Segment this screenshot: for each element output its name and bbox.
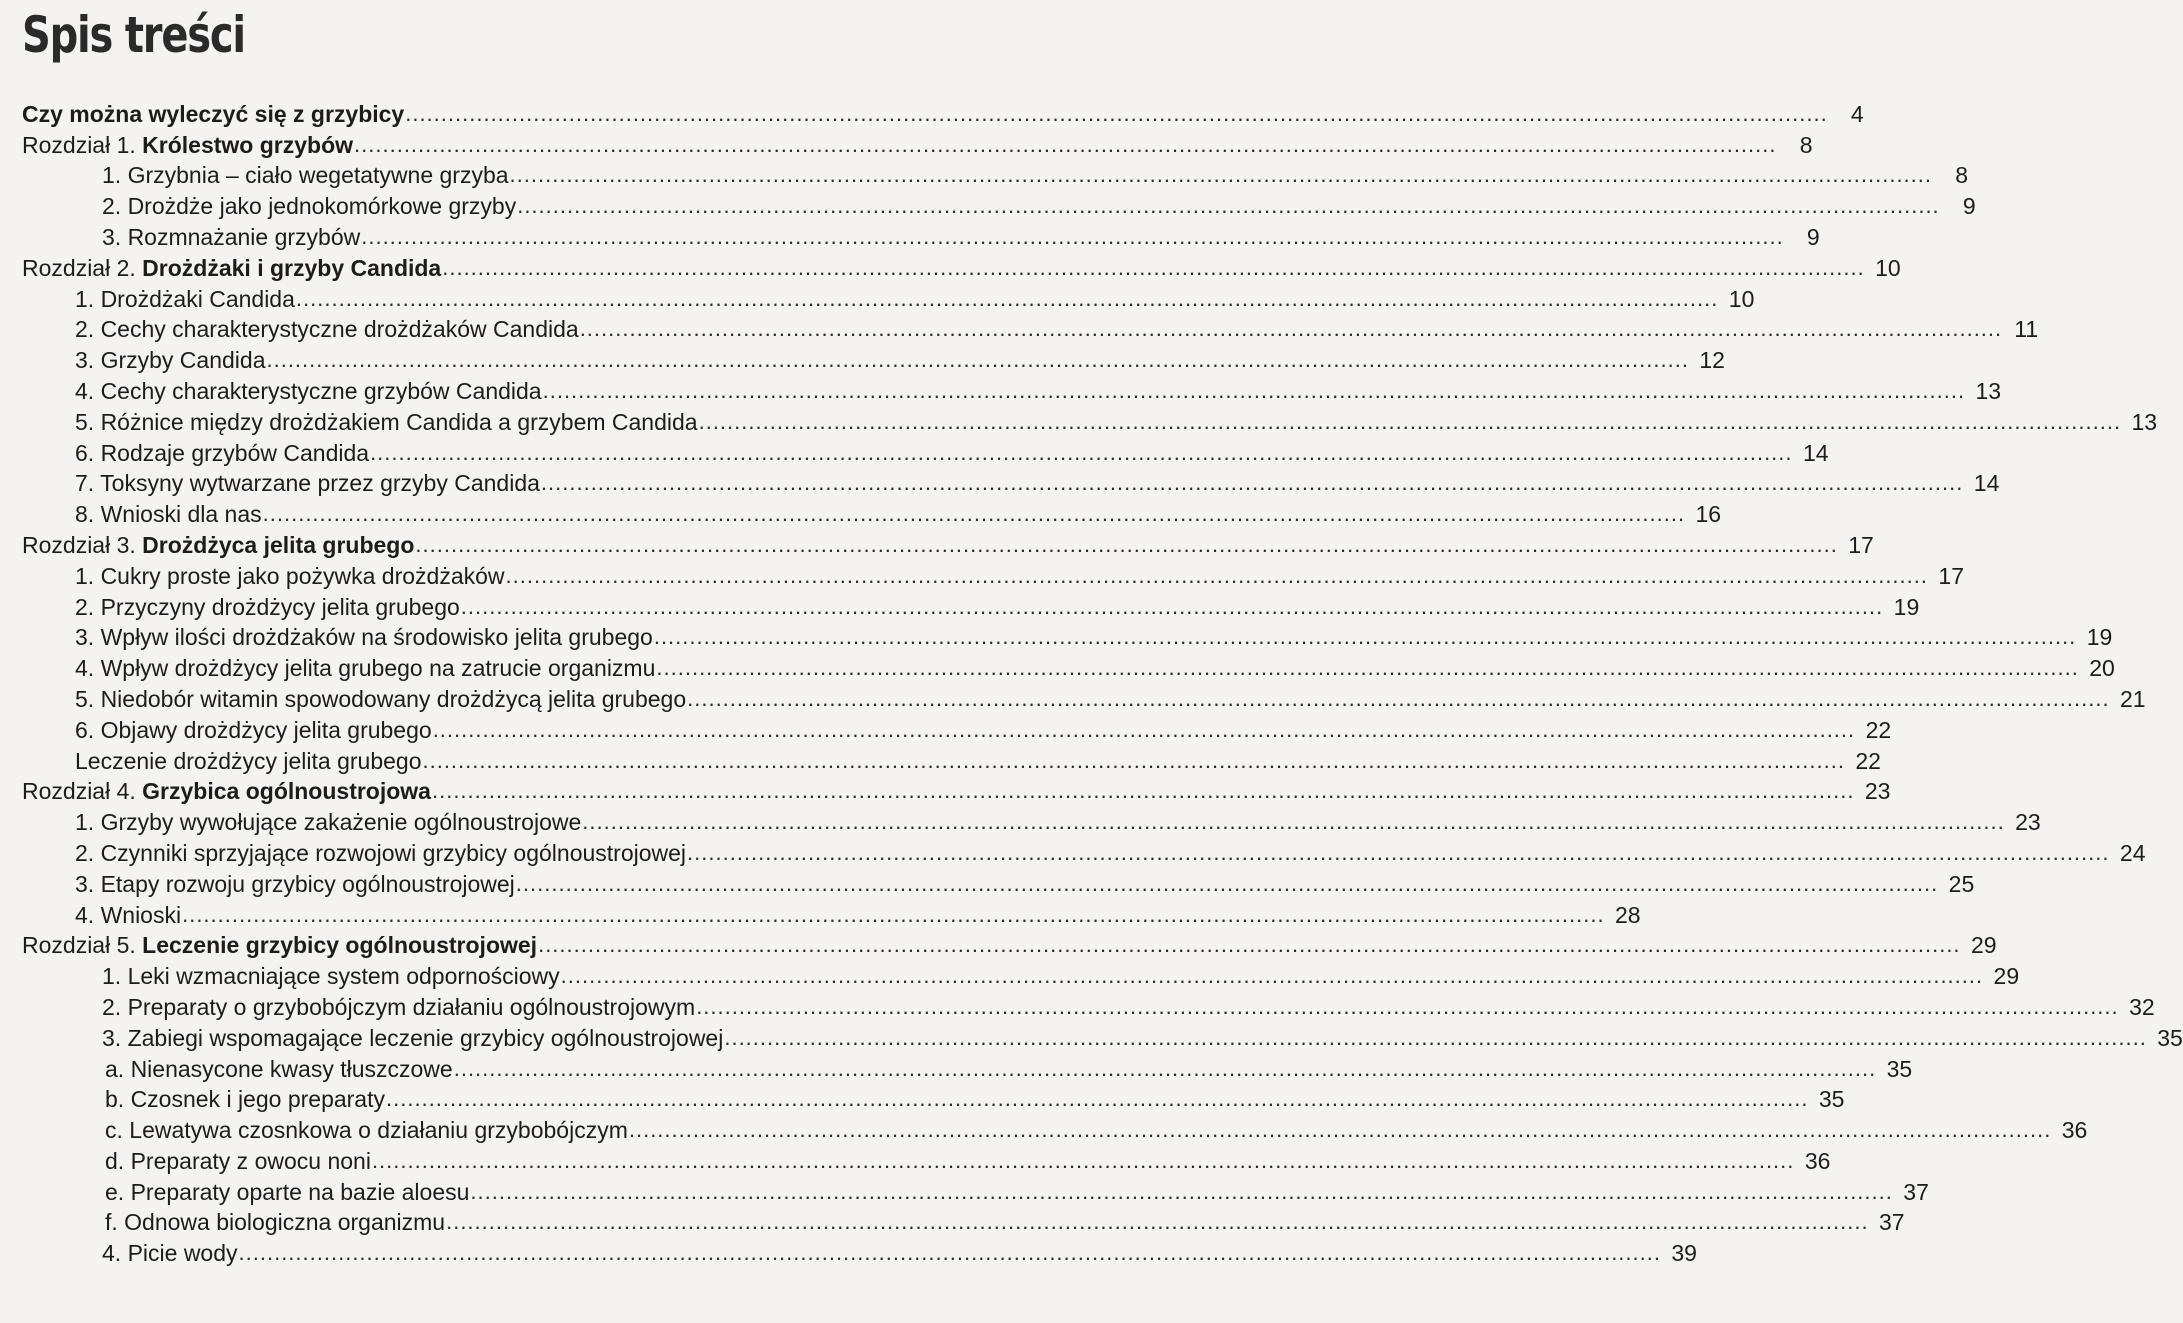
entry-text: c. Lewatywa czosnkowa o działaniu grzybobójczym [105, 1117, 628, 1144]
entry-text: e. Preparaty oparte na bazie aloesu [105, 1178, 470, 1205]
dot-leader: ........................................................................................................................................................................................................ [698, 408, 2122, 434]
chapter-number: Rozdział 4. [22, 778, 143, 805]
dot-leader: ........................................................................................................................................................................................................ [656, 655, 2079, 681]
toc-entry-title [75, 470, 540, 496]
toc-section-entry [0, 712, 1892, 743]
toc-entry-title [105, 1148, 371, 1174]
toc-entry-title [75, 902, 181, 928]
toc-entry-title [75, 655, 655, 681]
dot-leader: ........................................................................................................................................................................................................ [415, 531, 1838, 557]
table-of-contents [0, 96, 2183, 1267]
entry-text: 3. Zabiegi wspomagające leczenie grzybicy ogólnoustrojowej [102, 1024, 724, 1051]
page-number: 9 [1806, 223, 1820, 250]
toc-entry-title [105, 1209, 445, 1235]
entry-text: Czy można wyleczyć się z grzybicy [22, 100, 405, 127]
page-number: 24 [2119, 839, 2146, 866]
dot-leader: ........................................................................................................................................................................................................ [540, 470, 1964, 496]
toc-entry-title [105, 1056, 453, 1082]
toc-entry-title [75, 840, 686, 866]
toc-section-entry [0, 312, 2039, 343]
dot-leader: ........................................................................................................................................................................................................ [446, 1209, 1869, 1235]
dot-leader: ........................................................................................................................................................................................................ [262, 501, 1686, 527]
entry-text: 1. Grzybnia – ciało wegetatywne grzyba [102, 162, 509, 189]
entry-text: 2. Przyczyny drożdżycy jelita grubego [75, 593, 460, 620]
dot-leader: ........................................................................................................................................................................................................ [509, 162, 1933, 188]
page-number: 14 [1802, 439, 1829, 466]
toc-chapter-entry [0, 527, 1874, 558]
entry-text: Leczenie drożdżycy jelita grubego [75, 747, 422, 774]
entry-text: 2. Preparaty o grzybobójczym działaniu ogólnoustrojowym [102, 993, 696, 1020]
page-number: 22 [1855, 747, 1881, 774]
toc-section-entry [0, 897, 1641, 928]
entry-text: 3. Wpływ ilości drożdżaków na środowisko jelita grubego [75, 624, 653, 651]
toc-entry-title [75, 717, 432, 743]
entry-text: Drożdżaki i grzyby Candida [142, 254, 442, 281]
page-number: 12 [1699, 347, 1725, 374]
dot-leader: ........................................................................................................................................................................................................ [628, 1117, 2052, 1143]
dot-leader: ........................................................................................................................................................................................................ [517, 193, 1940, 219]
toc-section-entry [0, 620, 2113, 651]
dot-leader: ........................................................................................................................................................................................................ [453, 1055, 1877, 1081]
entry-text: Drożdżyca jelita grubego [142, 531, 415, 558]
dot-leader: ........................................................................................................................................................................................................ [405, 100, 1828, 126]
entry-text: 1. Grzyby wywołujące zakażenie ogólnoustrojowe [75, 809, 582, 836]
page-number: 17 [1938, 562, 1964, 589]
page-number: 36 [1804, 1147, 1831, 1174]
dot-leader: ........................................................................................................................................................................................................ [470, 1178, 1893, 1204]
page-number: 10 [1875, 254, 1901, 281]
dot-leader: ........................................................................................................................................................................................................ [370, 439, 1793, 465]
toc-section-entry [0, 1082, 1845, 1113]
page-number: 35 [1886, 1055, 1913, 1082]
toc-section-entry [0, 1112, 2088, 1144]
toc-entry-title [22, 532, 414, 558]
dot-leader: ........................................................................................................................................................................................................ [238, 1240, 1661, 1266]
page-number: 16 [1695, 501, 1722, 528]
page-number: 36 [2061, 1117, 2088, 1144]
dot-leader: ........................................................................................................................................................................................................ [515, 870, 1939, 896]
toc-section-entry [0, 435, 1829, 466]
dot-leader: ........................................................................................................................................................................................................ [386, 1086, 1809, 1112]
page-number: 22 [1865, 716, 1892, 743]
entry-text: 4. Wnioski [75, 901, 182, 928]
entry-text: 5. Niedobór witamin spowodowany drożdżycą jelita grubego [75, 685, 687, 712]
page-number: 17 [1848, 531, 1874, 558]
toc-section-entry [0, 1051, 1913, 1082]
entry-text: 5. Różnice między drożdżakiem Candida a grzybem Candida [75, 408, 698, 435]
dot-leader: ........................................................................................................................................................................................................ [432, 716, 1856, 742]
toc-section-entry [0, 373, 2002, 404]
toc-entry-title [75, 563, 505, 589]
entry-text: b. Czosnek i jego preparaty [105, 1086, 385, 1113]
entry-text: 2. Drożdże jako jednokomórkowe grzyby [102, 193, 517, 220]
entry-text: 1. Cukry proste jako pożywka drożdżaków [75, 562, 505, 589]
toc-section-entry [0, 466, 2000, 497]
page-number: 14 [1973, 470, 2000, 497]
page-number: 23 [1864, 778, 1891, 805]
page-number: 23 [2015, 809, 2041, 836]
toc-entry-title [102, 963, 560, 989]
entry-text: 4. Wpływ drożdżycy jelita grubego na zatrucie organizmu [75, 655, 656, 682]
toc-section-entry [0, 743, 1881, 774]
entry-text: 1. Drożdżaki Candida [75, 285, 295, 312]
toc-entry-title [102, 1240, 238, 1266]
toc-entry-title [105, 1117, 628, 1143]
entry-text: 8. Wnioski dla nas [75, 501, 262, 528]
toc-entry-title [75, 316, 579, 342]
entry-text: 4. Cechy charakterystyczne grzybów Candida [75, 377, 542, 404]
chapter-number: Rozdział 5. [22, 932, 143, 959]
toc-entry-title [105, 1086, 385, 1112]
chapter-number: Rozdział 1. [22, 131, 143, 158]
toc-section-entry [0, 342, 1725, 374]
toc-section-entry [0, 835, 2146, 866]
dot-leader: ........................................................................................................................................................................................................ [182, 901, 1605, 927]
toc-section-entry [0, 1020, 2183, 1051]
toc-entry-title [102, 1025, 723, 1051]
toc-chapter-entry [0, 928, 1997, 959]
toc-entry-title [75, 624, 653, 650]
toc-section-entry [0, 804, 2041, 836]
dot-leader: ........................................................................................................................................................................................................ [266, 347, 1689, 373]
dot-leader: ........................................................................................................................................................................................................ [687, 839, 2110, 865]
dot-leader: ........................................................................................................................................................................................................ [653, 624, 2077, 650]
toc-section-entry [0, 404, 2158, 435]
dot-leader: ........................................................................................................................................................................................................ [371, 1147, 1795, 1173]
toc-section-entry [0, 281, 1755, 312]
toc-entry-title [105, 1179, 469, 1205]
page-number: 35 [1818, 1086, 1845, 1113]
page-number: 13 [2131, 408, 2158, 435]
page-number: 37 [1878, 1209, 1905, 1236]
toc-entry-title [75, 809, 581, 835]
toc-entry-title [102, 162, 509, 188]
page-number: 25 [1948, 870, 1975, 897]
entry-text: 7. Toksyny wytwarzane przez grzyby Candida [75, 470, 540, 497]
toc-section-entry [0, 989, 2155, 1020]
toc-section-entry [0, 681, 2146, 712]
entry-text: a. Nienasycone kwasy tłuszczowe [105, 1055, 453, 1082]
entry-text: 3. Grzyby Candida [75, 347, 266, 374]
toc-entry-title [22, 778, 431, 804]
entry-text: 1. Leki wzmacniające system odpornościowy [102, 963, 560, 990]
toc-entry-title [75, 686, 686, 712]
page-number: 9 [1962, 193, 1976, 220]
entry-text: 2. Cechy charakterystyczne drożdżaków Candida [75, 316, 579, 343]
toc-section-entry [0, 1235, 1697, 1267]
page-number: 39 [1671, 1240, 1697, 1267]
page-number: 19 [2086, 624, 2113, 651]
toc-chapter-entry [0, 96, 1864, 127]
toc-entry-title [22, 255, 441, 281]
toc-entry-title [22, 101, 404, 127]
dot-leader: ........................................................................................................................................................................................................ [505, 562, 1928, 588]
page-number: 13 [1975, 377, 2002, 404]
dot-leader: ........................................................................................................................................................................................................ [582, 809, 2005, 835]
entry-text: 6. Rodzaje grzybów Candida [75, 439, 370, 466]
entry-text: 3. Etapy rozwoju grzybicy ogólnoustrojowej [75, 870, 515, 897]
toc-entry-title [75, 594, 460, 620]
toc-entry-title [75, 501, 262, 527]
dot-leader: ........................................................................................................................................................................................................ [724, 1024, 2147, 1050]
page-number: 29 [1993, 963, 2020, 990]
toc-entry-title [75, 286, 295, 312]
entry-text: Leczenie grzybicy ogólnoustrojowej [142, 932, 538, 959]
toc-entry-title [22, 132, 353, 158]
page-number: 29 [1970, 932, 1997, 959]
page-number: 8 [1799, 131, 1813, 158]
toc-chapter-entry [0, 127, 1813, 158]
toc-section-entry [0, 958, 2020, 990]
page-number: 10 [1728, 285, 1755, 312]
toc-entry-title [102, 193, 516, 219]
toc-entry-title [75, 378, 542, 404]
dot-leader: ........................................................................................................................................................................................................ [696, 993, 2119, 1019]
toc-entry-title [75, 347, 265, 373]
entry-text: d. Preparaty z owocu noni [105, 1147, 371, 1174]
dot-leader: ........................................................................................................................................................................................................ [361, 223, 1784, 249]
toc-section-entry [0, 219, 1820, 250]
toc-chapter-entry [0, 250, 1901, 281]
entry-text: 3. Rozmnażanie grzybów [102, 223, 361, 250]
toc-section-entry [0, 188, 1976, 220]
dot-leader: ........................................................................................................................................................................................................ [354, 131, 1777, 157]
page-number: 4 [1850, 100, 1864, 127]
dot-leader: ........................................................................................................................................................................................................ [422, 747, 1845, 773]
toc-entry-title [102, 224, 360, 250]
dot-leader: ........................................................................................................................................................................................................ [538, 932, 1961, 958]
entry-text: Królestwo grzybów [142, 131, 354, 158]
page-number: 21 [2120, 685, 2146, 712]
toc-chapter-entry [0, 774, 1891, 805]
page-number: 37 [1903, 1178, 1929, 1205]
toc-section-entry [0, 866, 1975, 897]
entry-text: 4. Picie wody [102, 1240, 238, 1267]
page-title: Spis treści [22, 6, 245, 64]
page-number: 11 [2014, 316, 2039, 343]
dot-leader: ........................................................................................................................................................................................................ [687, 685, 2110, 711]
toc-section-entry [0, 558, 1964, 589]
toc-section-entry [0, 1205, 1905, 1236]
dot-leader: ........................................................................................................................................................................................................ [460, 593, 1884, 619]
toc-entry-title [22, 932, 537, 958]
page-number: 28 [1614, 901, 1641, 928]
page-number: 8 [1955, 162, 1969, 189]
toc-section-entry [0, 1143, 1831, 1174]
page-number: 32 [2129, 993, 2155, 1020]
toc-entry-title [75, 440, 369, 466]
dot-leader: ........................................................................................................................................................................................................ [560, 963, 1984, 989]
dot-leader: ........................................................................................................................................................................................................ [542, 377, 1966, 403]
chapter-number: Rozdział 2. [22, 254, 143, 281]
dot-leader: ........................................................................................................................................................................................................ [431, 778, 1855, 804]
page-number: 20 [2089, 655, 2115, 682]
toc-entry-title [75, 748, 421, 774]
toc-entry-title [102, 994, 695, 1020]
toc-entry-title [75, 871, 515, 897]
entry-text: Grzybica ogólnoustrojowa [142, 778, 431, 805]
page-number: 19 [1893, 593, 1920, 620]
entry-text: f. Odnowa biologiczna organizmu [105, 1209, 446, 1236]
entry-text: 6. Objawy drożdżycy jelita grubego [75, 716, 432, 743]
dot-leader: ........................................................................................................................................................................................................ [579, 316, 2003, 342]
toc-section-entry [0, 650, 2115, 682]
toc-section-entry [0, 496, 1722, 528]
dot-leader: ........................................................................................................................................................................................................ [295, 285, 1719, 311]
toc-section-entry [0, 589, 1920, 620]
toc-section-entry [0, 1174, 1929, 1205]
dot-leader: ........................................................................................................................................................................................................ [442, 254, 1865, 280]
entry-text: 2. Czynniki sprzyjające rozwojowi grzybicy ogólnoustrojowej [75, 839, 687, 866]
chapter-number: Rozdział 3. [22, 531, 143, 558]
page-number: 35 [2157, 1024, 2183, 1051]
toc-entry-title [75, 409, 698, 435]
toc-section-entry [0, 158, 1969, 189]
